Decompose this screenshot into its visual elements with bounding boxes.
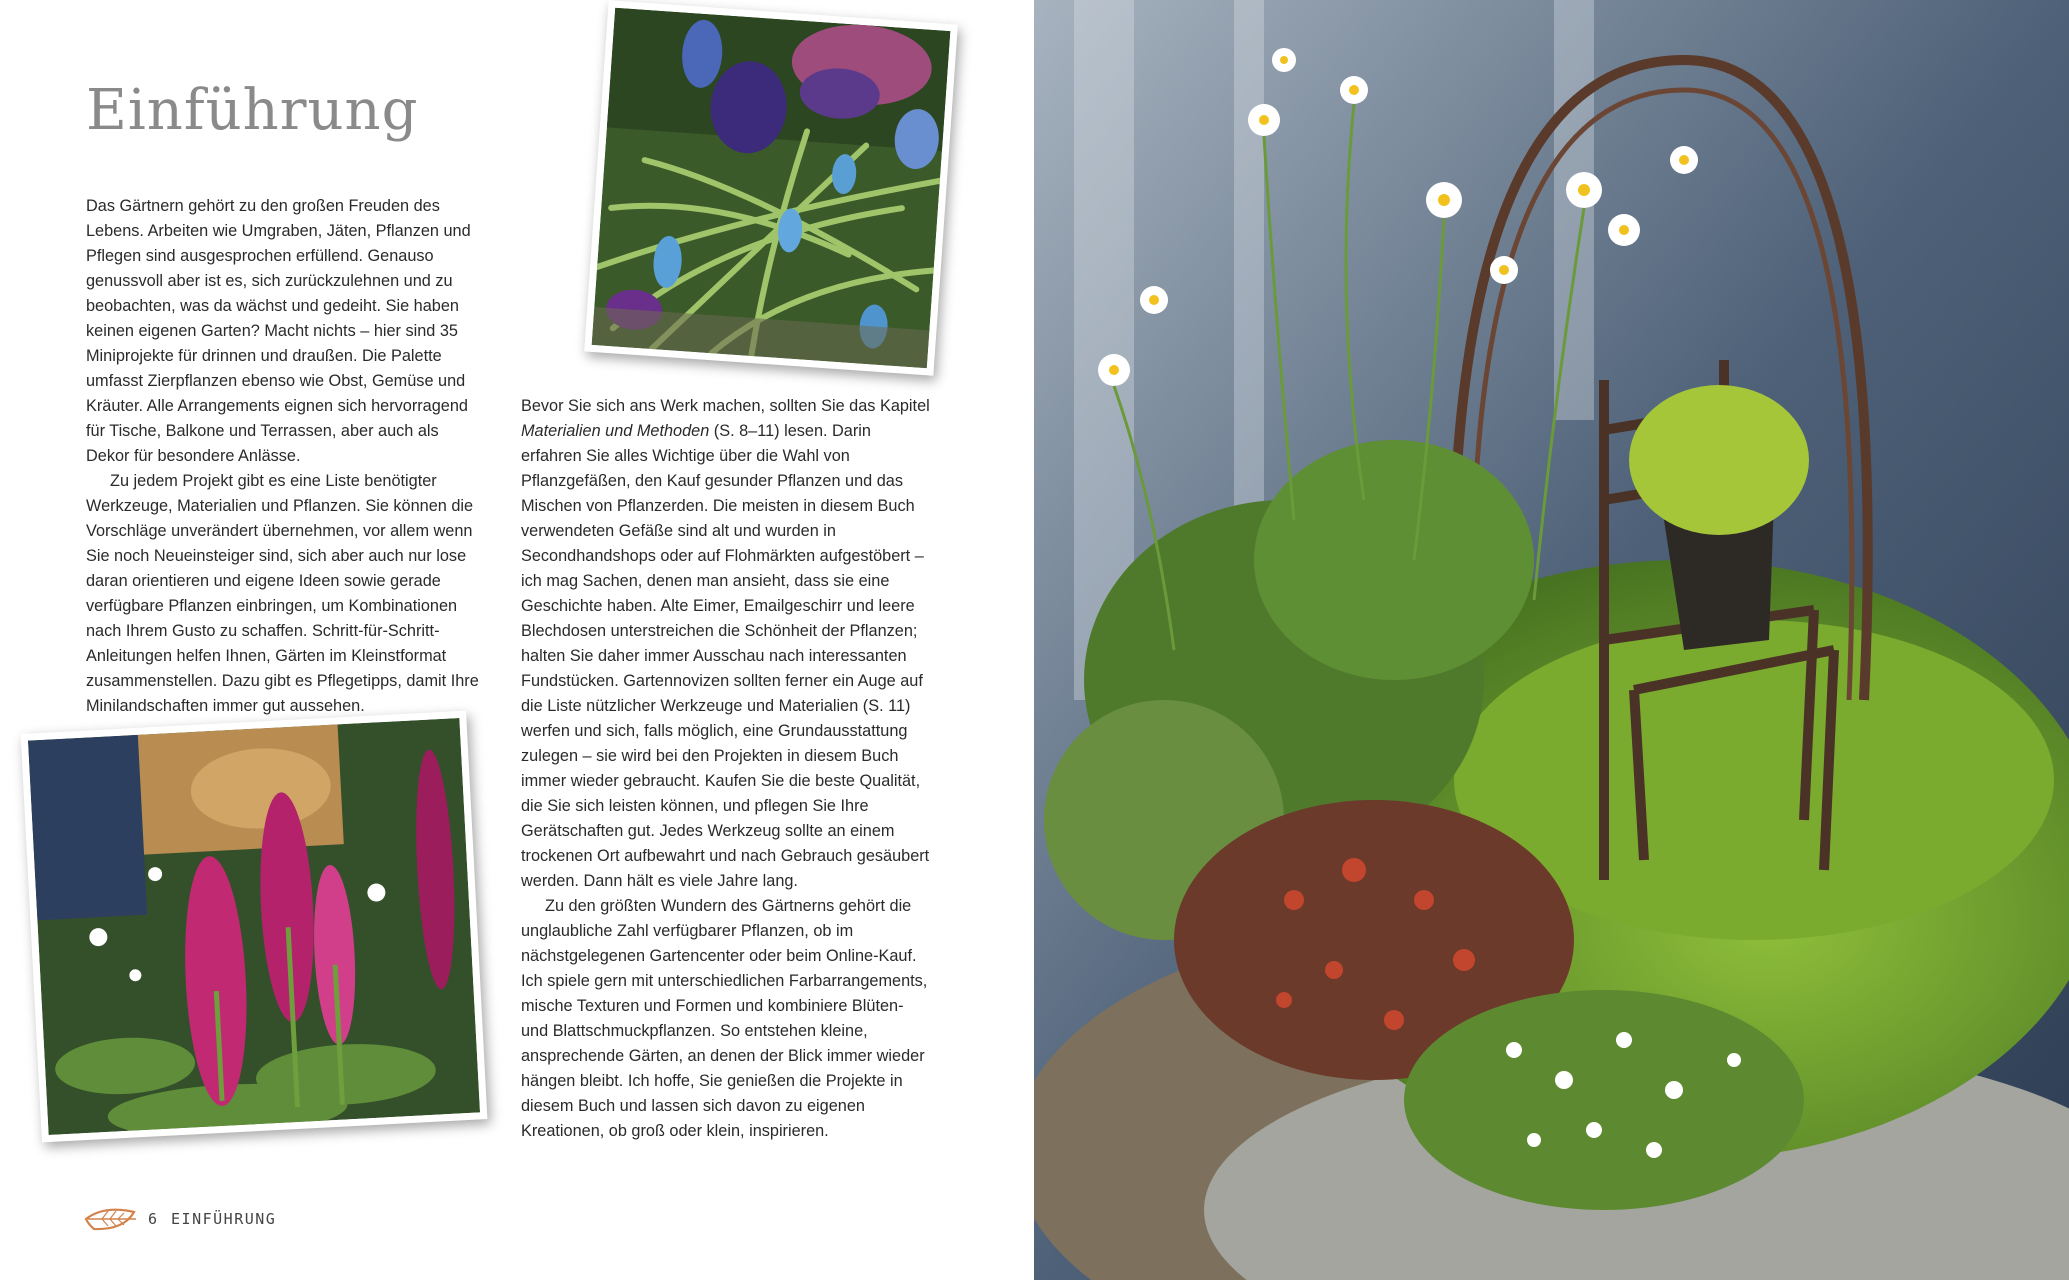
chapter-reference: Materialien und Methoden [521, 422, 710, 440]
photo-grape-hyacinths [584, 0, 958, 376]
text-run: (S. 8–11) lesen. Darin erfahren Sie alles Wichtige über die Wahl von Pflanzgefäßen, den Kauf gesunder Pflanzen und das Mischen von Pflanzerden. Die meisten in diesem Buch verwendeten Gefäße sind alt und wurden in Secondhandshops oder auf Flohmärkten aufgestöbert – ich mag Sachen, denen man ansieht, dass sie eine Geschichte haben. Alte Eimer, Emailgeschirr und leere Blechdosen unterstreichen die Schönheit der Pflanzen; halten Sie daher immer Ausschau nach interessanten Fundstücken. Gartennovizen sollten ferner ein Auge auf die Liste nützlicher Werkzeuge und Materialien (S. 11) werfen und sich, falls möglich, eine Grundausstattung zulegen – sie wird bei den Projekten in diesem Buch immer wieder gebraucht. Kaufen Sie die beste Qualität, die Sie sich leisten können, und pflegen Sie Ihre Gerätschaften gut. Jedes Werkzeug sollte an einem trockenen Ort aufbewahrt und nach Gebrauch gesäubert werden. Dann hält es viele Jahre lang. [521, 422, 930, 890]
miniature-garden-image [1034, 0, 2069, 1280]
page-title: Einführung [86, 78, 419, 143]
text-column-2 [521, 394, 931, 1144]
left-page [0, 0, 1034, 1280]
grape-hyacinth-image [592, 8, 951, 369]
text-run: Bevor Sie sich ans Werk machen, sollten Sie das Kapitel [521, 397, 930, 415]
lupin-image [28, 718, 480, 1135]
text-column-1 [86, 194, 486, 719]
paragraph [521, 394, 931, 894]
paragraph: Das Gärtnern gehört zu den großen Freuden des Lebens. Arbeiten wie Umgraben, Jäten, Pflanzen und Pflegen sind ausgesprochen erfüllend. Genauso genussvoll aber ist es, sich zurückzulehnen und zu beobachten, was da wächst und gedeiht. Sie haben keinen eigenen Garten? Macht nichts – hier sind 35 Miniprojekte für drinnen und draußen. Die Palette umfasst Zierpflanzen ebenso wie Obst, Gemüse und Kräuter. Alle Arrangements eignen sich hervorragend für Tische, Balkone und Terrassen, aber auch als Dekor für besondere Anlässe. [86, 197, 471, 465]
paragraph: Zu den größten Wundern des Gärtnerns gehört die unglaubliche Zahl verfügbarer Pflanzen, ob im nächstgelegenen Gartencenter oder beim Online-Kauf. Ich spiele gern mit unterschiedlichen Farbarrangements, mische Texturen und Formen und kombiniere Blüten- und Blattschmuckpflanzen. So entstehen kleine, ansprechende Gärten, an denen der Blick immer wieder hängen bleibt. Ich hoffe, Sie genießen die Projekte in diesem Buch und lassen sich davon zu eigenen Kreationen, ob groß oder klein, inspirieren. [521, 897, 928, 1140]
right-page-photo [1034, 0, 2069, 1280]
page-footer [84, 1204, 276, 1234]
running-head: EINFÜHRUNG [171, 1210, 277, 1228]
paragraph: Zu jedem Projekt gibt es eine Liste benötigter Werkzeuge, Materialien und Pflanzen. Sie können die Vorschläge unverändert übernehmen, vor allem wenn Sie noch Neueinsteiger sind, sich aber auch nur lose daran orientieren und eigene Ideen sowie gerade verfügbare Pflanzen einbringen, um Kombinationen nach Ihrem Gusto zu schaffen. Schritt-für-Schritt-Anleitungen helfen Ihnen, Gärten im Kleinstformat zusammenstellen. Dazu gibt es Pflegetipps, damit Ihre Minilandschaften immer gut aussehen. [86, 472, 479, 715]
page-number: 6 [148, 1210, 158, 1228]
photo-lupins [21, 711, 488, 1143]
leaf-icon [84, 1204, 140, 1234]
